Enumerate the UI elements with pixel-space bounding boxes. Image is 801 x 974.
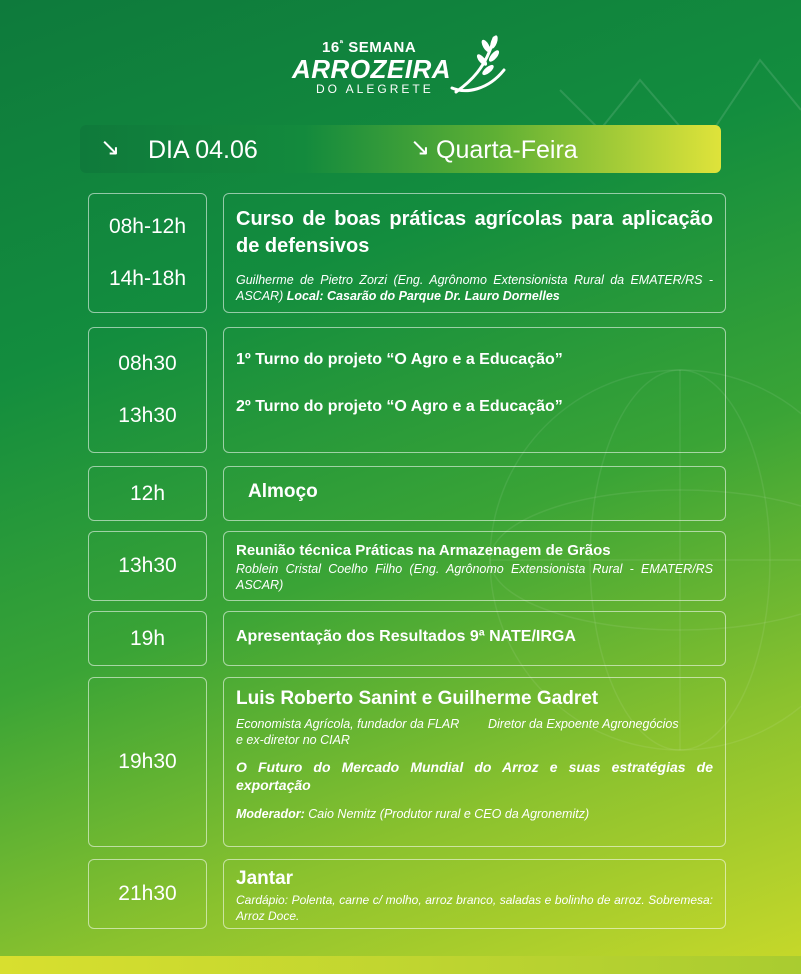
event-time-box xyxy=(88,327,207,453)
rice-plant-icon xyxy=(450,32,508,96)
event-time: 13h30 xyxy=(118,554,177,577)
event-content-box xyxy=(223,611,726,666)
event-time: 08h30 xyxy=(118,352,177,375)
event-time-box xyxy=(88,859,207,929)
event-topic: O Futuro do Mercado Mundial do Arroz e suas estratégias de exportação xyxy=(236,759,713,793)
bottom-accent-bar xyxy=(0,956,801,974)
event-description: Roblein Cristal Coelho Filho (Eng. Agrônomo Extensionista Rural - EMATER/RS ASCAR) xyxy=(236,562,713,592)
event-time: 19h xyxy=(129,626,166,650)
event-time: 14h-18h xyxy=(108,267,187,290)
event-time: 13h30 xyxy=(118,404,177,427)
logo-name: ARROZEIRA xyxy=(292,54,452,84)
event-content-box xyxy=(223,531,726,601)
day-weekday: Quarta-Feira xyxy=(436,136,578,164)
event-time: 12h xyxy=(129,481,166,505)
day-bar xyxy=(80,125,721,173)
event-time: 19h30 xyxy=(118,750,177,773)
speaker-description: Economista Agrícola, fundador da FLAR e ex-diretor no CIAR xyxy=(236,717,460,747)
event-line: 1º Turno do projeto “O Agro e a Educação” xyxy=(236,351,563,368)
event-time-box xyxy=(88,531,207,601)
event-moderator: Moderador: Caio Nemitz (Produtor rural e CEO da Agronemitz) xyxy=(236,807,590,821)
event-time: 08h-12h xyxy=(108,215,187,238)
logo-place: DO ALEGRETE xyxy=(316,82,434,96)
arrow-down-right-icon: ↘ xyxy=(100,134,121,161)
event-time-box xyxy=(88,193,207,313)
arrow-down-right-icon: ↘ xyxy=(410,134,431,161)
event-content-box xyxy=(223,466,726,521)
event-line: 2º Turno do projeto “O Agro e a Educação” xyxy=(236,398,563,415)
event-content-box xyxy=(223,859,726,929)
event-title: Reunião técnica Práticas na Armazenagem de Grãos xyxy=(236,542,611,559)
event-content-box xyxy=(223,193,726,313)
logo-edition: $16^ª$ SEMANA xyxy=(322,38,417,56)
event-title: Luis Roberto Sanint e Guilherme Gadret xyxy=(236,688,599,709)
event-time-box xyxy=(88,611,207,666)
event-time-box xyxy=(88,677,207,847)
day-date: DIA 04.06 xyxy=(148,136,258,164)
speakers-row xyxy=(236,716,713,748)
event-description: Guilherme de Pietro Zorzi (Eng. Agrônomo Extensionista Rural da EMATER/RS - ASCAR) Local: Casarão do Parque Dr. Lauro Dornelles xyxy=(236,273,713,303)
speaker-description: Diretor da Expoente Agronegócios xyxy=(488,717,679,731)
event-title: Almoço xyxy=(248,481,318,502)
event-title: Apresentação dos Resultados 9ª NATE/IRGA xyxy=(236,628,576,645)
event-title: Jantar xyxy=(236,868,294,889)
event-title: Curso de boas práticas agrícolas para aplicação de defensivos xyxy=(236,208,713,257)
event-logo xyxy=(280,30,520,102)
event-time: 21h30 xyxy=(118,882,177,905)
event-content-box xyxy=(223,327,726,453)
event-time-box xyxy=(88,466,207,521)
event-content-box xyxy=(223,677,726,847)
event-description: Cardápio: Polenta, carne c/ molho, arroz branco, saladas e bolinho de arroz. Sobremesa: Arroz Doce. xyxy=(236,893,713,923)
